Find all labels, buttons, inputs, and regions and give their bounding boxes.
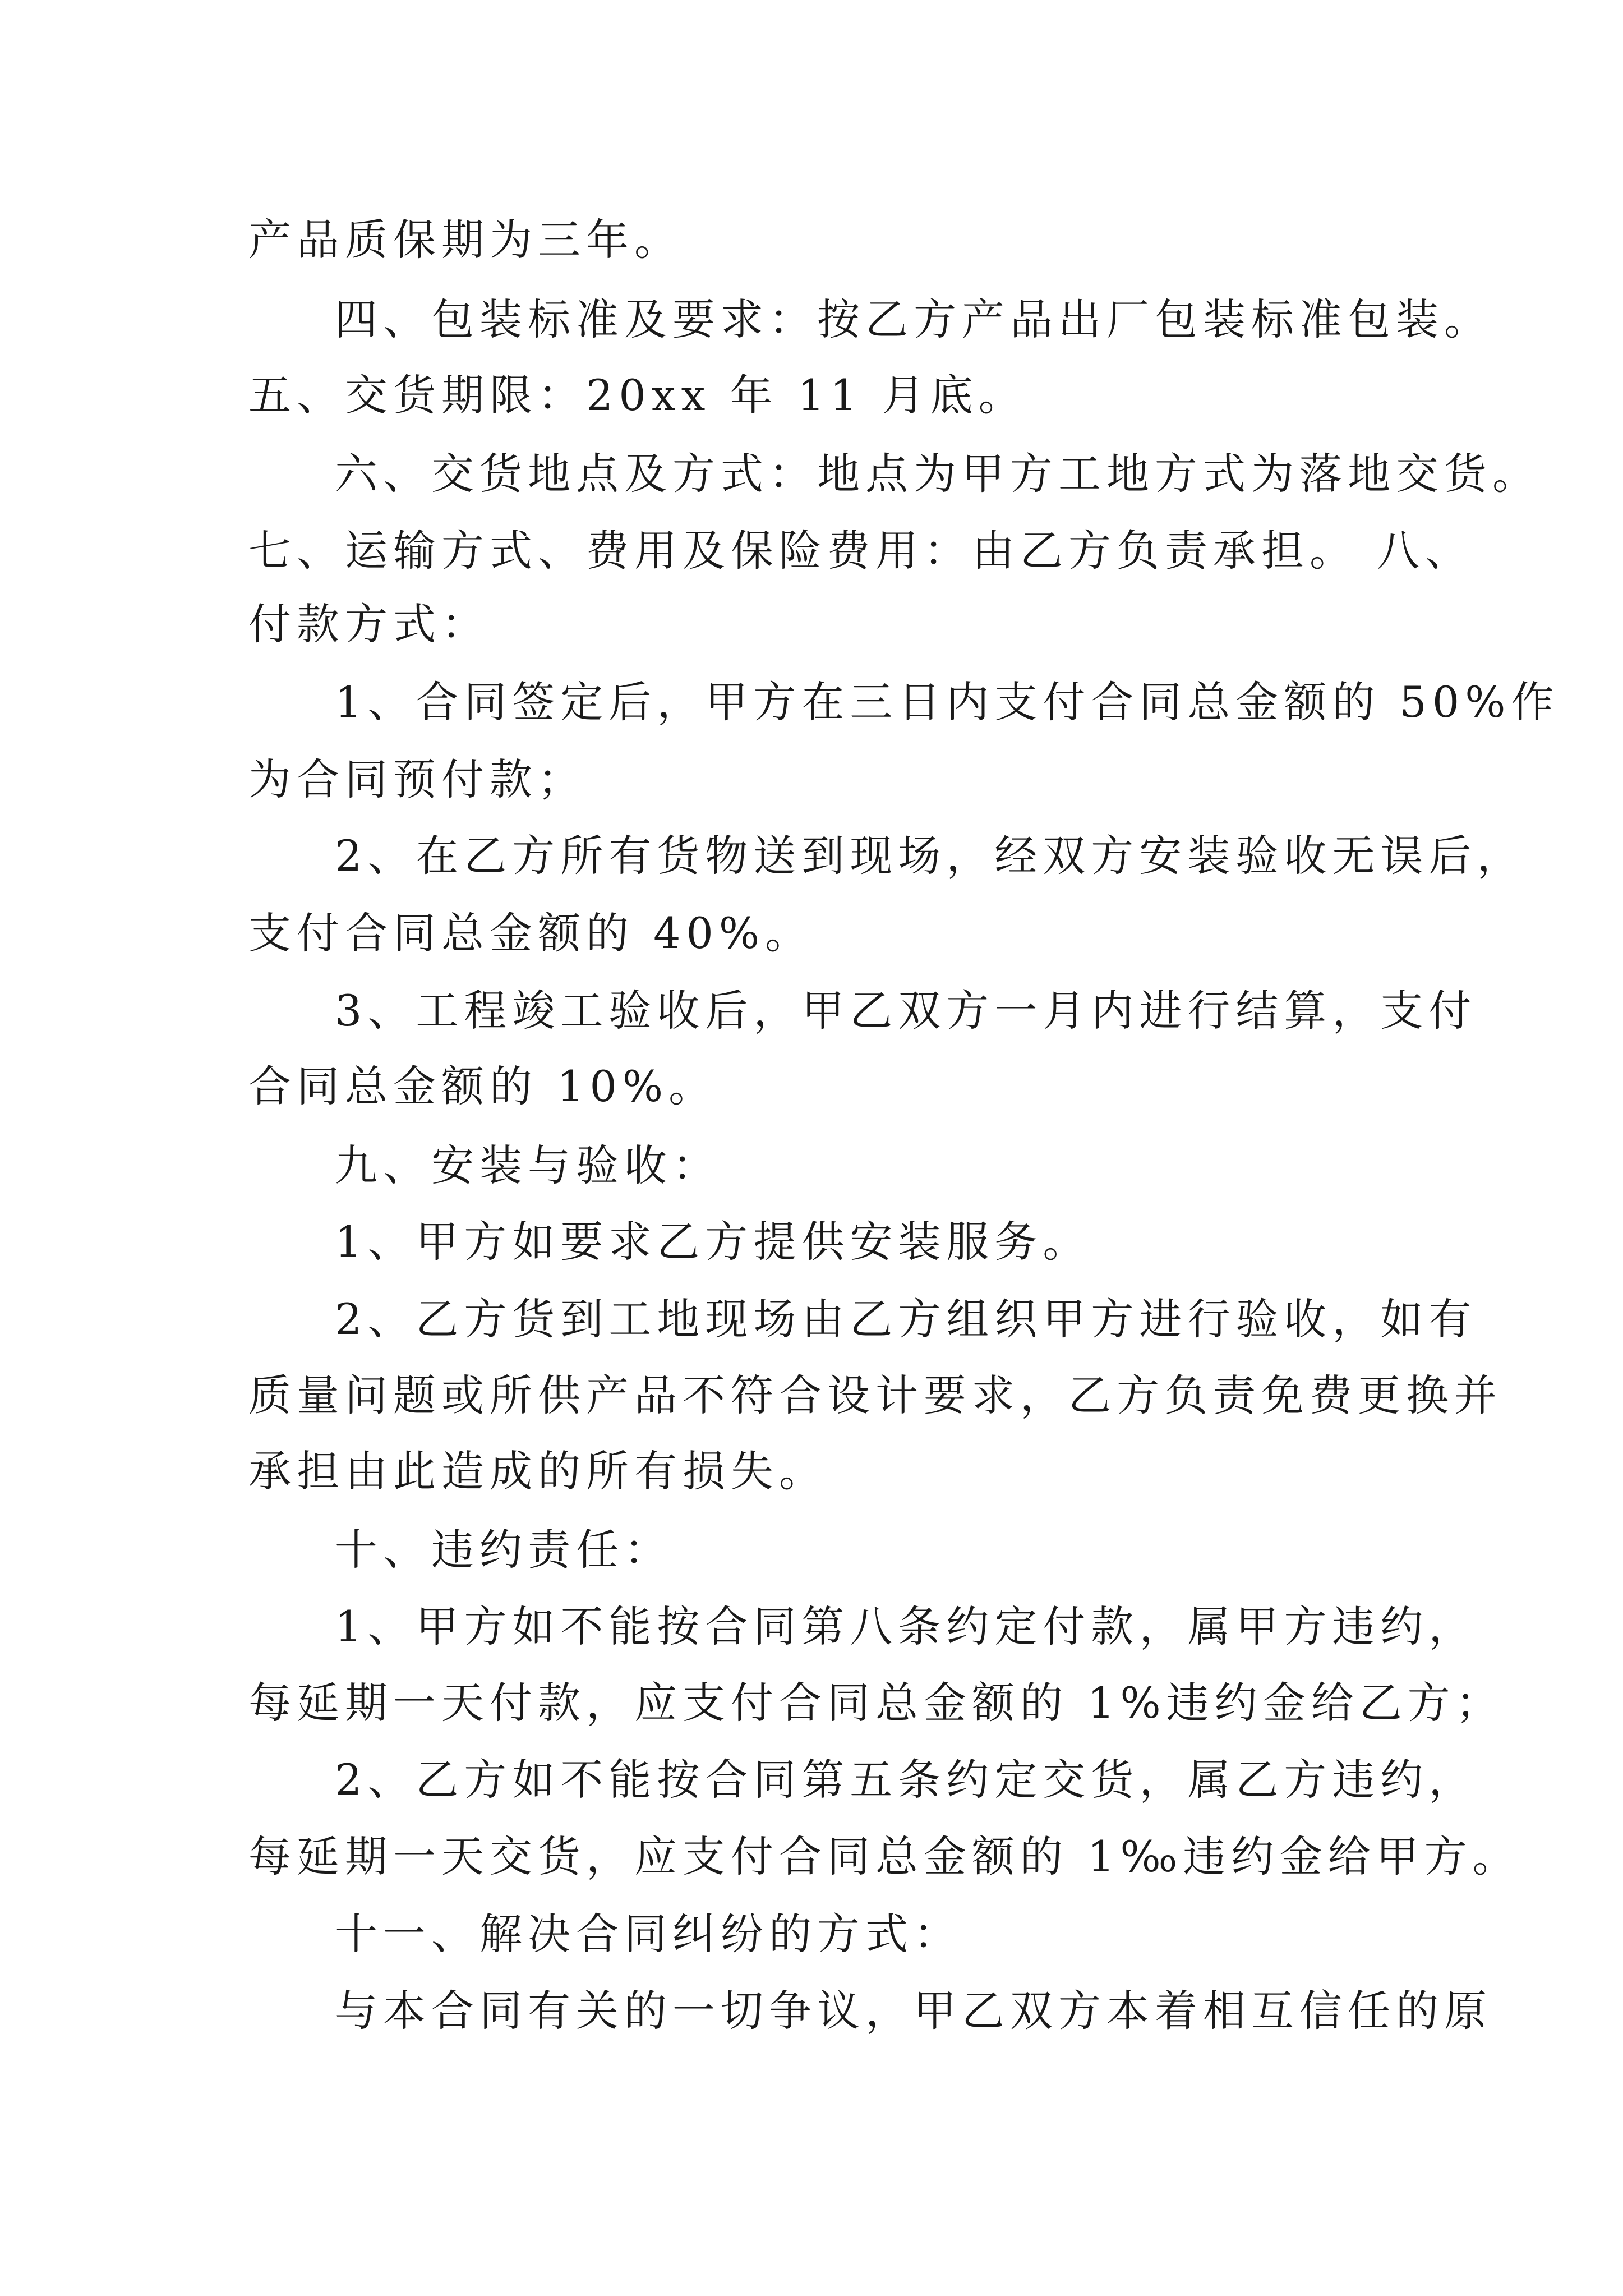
text-line: 支付合同总金额的 40%。 bbox=[248, 908, 814, 958]
text-line: 1、合同签定后，甲方在三日内支付合同总金额的 50%作 bbox=[335, 677, 1560, 727]
text-line: 五、交货期限：20xx 年 11 月底。 bbox=[248, 370, 1027, 420]
text-line: 合同总金额的 10%。 bbox=[248, 1061, 717, 1111]
text-line: 1、甲方如不能按合同第八条约定付款，属甲方违约， bbox=[335, 1602, 1477, 1651]
text-line: 2、在乙方所有货物送到现场，经双方安装验收无误后， bbox=[335, 831, 1525, 881]
text-line: 六、交货地点及方式：地点为甲方工地方式为落地交货。 bbox=[335, 449, 1541, 499]
text-line: 每延期一天交货，应支付合同总金额的 1‰违约金给甲方。 bbox=[248, 1832, 1521, 1881]
text-line: 十一、解决合同纠纷的方式： bbox=[335, 1909, 962, 1959]
text-line: 四、包装标准及要求：按乙方产品出厂包装标准包装。 bbox=[335, 295, 1492, 344]
text-line: 质量问题或所供产品不符合设计要求，乙方负责免费更换并 bbox=[248, 1370, 1502, 1420]
text-line: 每延期一天付款，应支付合同总金额的 1%违约金给乙方； bbox=[248, 1678, 1504, 1728]
text-line: 2、乙方如不能按合同第五条约定交货，属乙方违约， bbox=[335, 1755, 1477, 1805]
text-line: 承担由此造成的所有损失。 bbox=[248, 1446, 827, 1496]
text-line: 产品质保期为三年。 bbox=[248, 215, 683, 265]
text-line: 与本合同有关的一切争议，甲乙双方本着相互信任的原 bbox=[335, 1986, 1492, 2036]
text-line: 十、违约责任： bbox=[335, 1525, 672, 1575]
text-line: 七、运输方式、费用及保险费用：由乙方负责承担。 八、 bbox=[248, 526, 1474, 576]
text-line: 3、工程竣工验收后，甲乙双方一月内进行结算，支付 bbox=[335, 986, 1477, 1036]
text-line: 2、乙方货到工地现场由乙方组织甲方进行验收，如有 bbox=[335, 1294, 1477, 1344]
text-line: 九、安装与验收： bbox=[335, 1140, 721, 1190]
text-line: 1、甲方如要求乙方提供安装服务。 bbox=[335, 1217, 1091, 1267]
text-line: 付款方式： bbox=[248, 599, 490, 649]
text-line: 为合同预付款； bbox=[248, 754, 586, 804]
